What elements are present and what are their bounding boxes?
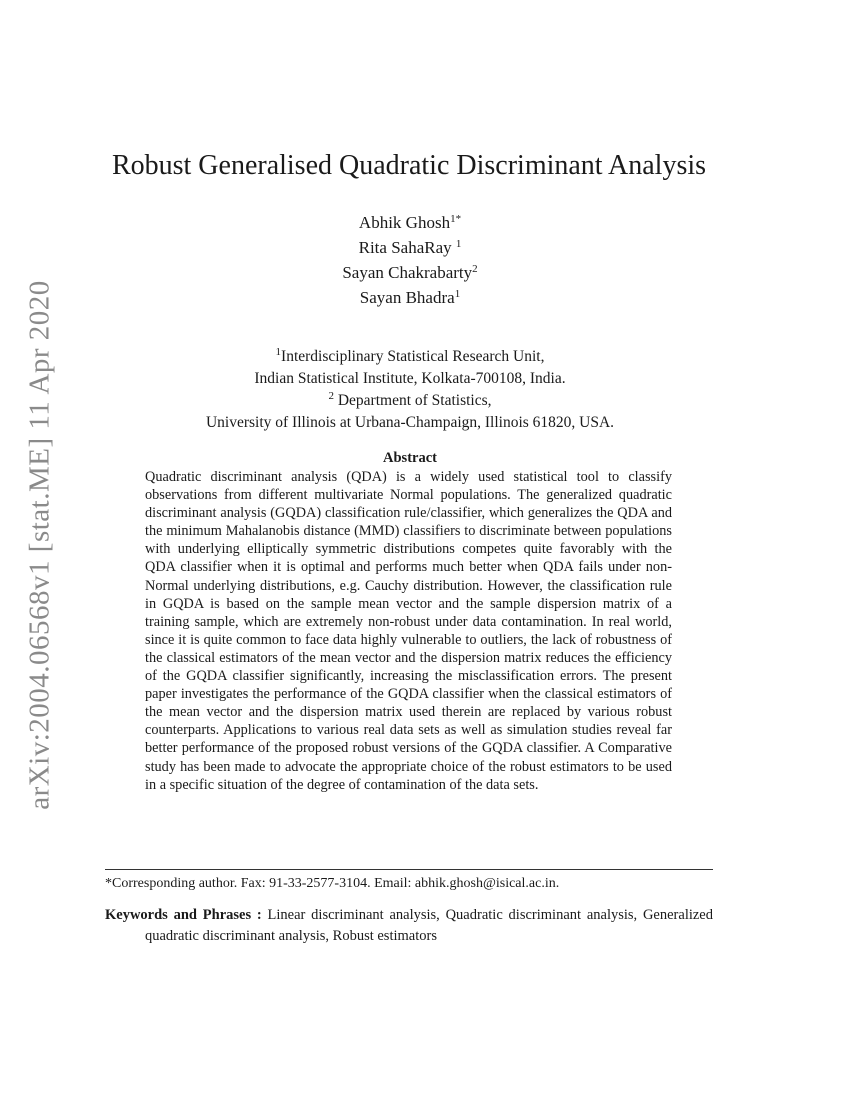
affiliation-2-line-1 [0,390,820,412]
author-name: Rita SahaRay [358,238,456,257]
author-name: Sayan Chakrabarty [342,263,473,282]
affiliation-mark: 1 [275,346,282,358]
author-name: Sayan Bhadra [359,288,455,307]
keywords-text: Linear discriminant analysis, Quadratic discriminant analysis, Generalized quadratic discriminant analysis, Robust estimators [145,907,713,944]
author-name: Abhik Ghosh [358,213,451,232]
affiliation-2-line-2: University of Illinois at Urbana-Champaign, Illinois 61820, USA. [205,414,615,431]
affiliation-text: Interdisciplinary Statistical Research Unit, [281,348,545,365]
abstract-body: Quadratic discriminant analysis (QDA) is a widely used statistical tool to classify observations from different multivariate Normal populations. The generalized quadratic discriminant analysis (GQDA) classification rule/classifier, which generalizes the QDA and the minimum Mahalanobis distance (MMD) classifiers to discriminate between populations with underlying elliptically symmetric distributions competes quite favorably with the QDA classifier when it is optimal and performs much better when QDA fails under non-Normal underlying distributions, e.g. Cauchy distribution. However, the classification rule in GQDA is based on the sample mean vector and the sample dispersion matrix of a training sample, which are extremely non-robust under data contamination. In real world, since it is quite common to face data highly vulnerable to outliers, the lack of robustness of the classical estimators of the mean vector and the dispersion matrix reduces the efficiency of the GQDA classifier significantly, increasing the misclassification errors. The present paper investigates the performance of the GQDA classifier when the classical estimators of the mean vector and the dispersion matrix used therein are replaced by various robust counterparts. Applications to various real data sets as well as simulation studies reveal far better performance of the proposed robust versions of the GQDA classifier. A Comparative study has been made to advocate the appropriate choice of the robust estimators to be used in a specific situation of the degree of contamination of the data sets. [145,469,672,793]
author-mark: 1 [454,288,461,300]
affiliation-1-line-1 [0,346,820,368]
arxiv-stamp: arXiv:2004.06568v1 [stat.ME] 11 Apr 2020 [23,280,56,810]
affiliation-1-line-2: Indian Statistical Institute, Kolkata-700108, India. [254,370,566,387]
affiliations [0,346,820,434]
author-3 [0,260,820,285]
keywords-label: Keywords and Phrases : [105,907,262,923]
author-4 [0,285,820,310]
abstract-heading: Abstract [383,450,437,466]
author-mark: 1 [455,238,462,250]
author-2 [0,235,820,260]
affiliation-text: Department of Statistics, [333,392,492,409]
author-mark: 1* [450,213,462,225]
author-list [0,210,820,310]
paper-title: Robust Generalised Quadratic Discriminant Analysis [111,150,707,181]
footnote-divider [105,869,713,870]
corresponding-author-footnote: *Corresponding author. Fax: 91-33-2577-3104. Email: abhik.ghosh@isical.ac.in. [105,876,560,891]
author-mark: 2 [472,263,478,275]
keywords [105,905,713,947]
affiliation-mark: 2 [328,390,334,402]
author-1 [0,210,820,235]
